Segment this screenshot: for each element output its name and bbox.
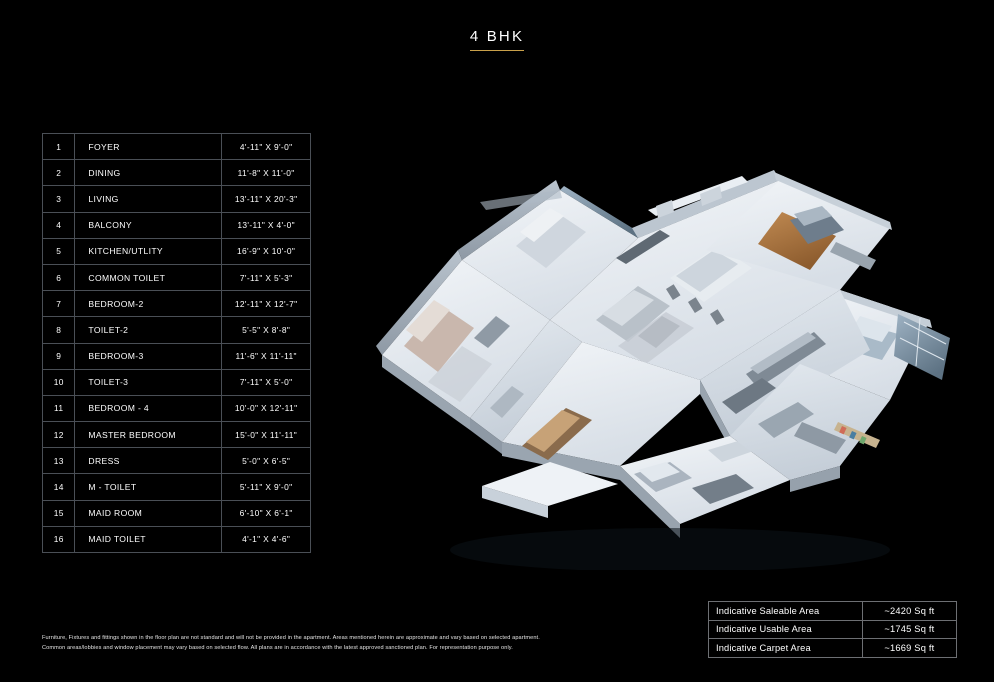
table-row	[43, 264, 311, 290]
table-row	[709, 620, 957, 639]
table-row	[43, 369, 311, 395]
room-dimension: 11'-8" X 11'-0"	[222, 160, 311, 186]
area-label: Indicative Usable Area	[709, 620, 863, 639]
table-row	[709, 602, 957, 621]
disclaimer-text	[42, 634, 642, 654]
area-value: ~2420 Sq ft	[862, 602, 956, 621]
room-dimension: 7'-11" X 5'-3"	[222, 264, 311, 290]
table-row	[43, 291, 311, 317]
row-number: 12	[43, 422, 75, 448]
room-dimension: 5'-0" X 6'-5"	[222, 448, 311, 474]
room-name: MASTER BEDROOM	[75, 422, 222, 448]
room-name: M - TOILET	[75, 474, 222, 500]
room-dimension: 5'-11" X 9'-0"	[222, 474, 311, 500]
room-name: MAID TOILET	[75, 526, 222, 552]
row-number: 10	[43, 369, 75, 395]
room-name: TOILET-3	[75, 369, 222, 395]
row-number: 8	[43, 317, 75, 343]
room-dimension: 12'-11" X 12'-7"	[222, 291, 311, 317]
room-name: BEDROOM-3	[75, 343, 222, 369]
row-number: 3	[43, 186, 75, 212]
room-name: COMMON TOILET	[75, 264, 222, 290]
row-number: 15	[43, 500, 75, 526]
room-name: KITCHEN/UTLITY	[75, 238, 222, 264]
disclaimer-line-2: Common areas/lobbies and window placement may vary based on selected flow. All plans are in accordance with the latest approved sanctioned plan. For representation purpose only.	[42, 644, 513, 651]
table-row	[43, 474, 311, 500]
table-row	[709, 639, 957, 658]
table-row	[43, 160, 311, 186]
area-value: ~1669 Sq ft	[862, 639, 956, 658]
row-number: 4	[43, 212, 75, 238]
room-name: BEDROOM-2	[75, 291, 222, 317]
indicative-area-body	[709, 602, 957, 658]
row-number: 5	[43, 238, 75, 264]
table-row	[43, 422, 311, 448]
room-dimension: 13'-11" X 4'-0"	[222, 212, 311, 238]
table-row	[43, 186, 311, 212]
table-row	[43, 238, 311, 264]
room-name: DRESS	[75, 448, 222, 474]
row-number: 6	[43, 264, 75, 290]
table-row	[43, 500, 311, 526]
page-title: 4 BHK	[470, 28, 524, 51]
room-dimension: 6'-10" X 6'-1"	[222, 500, 311, 526]
area-value: ~1745 Sq ft	[862, 620, 956, 639]
disclaimer-line-1: Furniture, Fixtures and fittings shown in the floor plan are not standard and will not be provided in the apartment. Areas mentioned herein are approximate and vary based on selected apartment.	[42, 635, 540, 641]
row-number: 2	[43, 160, 75, 186]
room-dimension: 11'-6" X 11'-11"	[222, 343, 311, 369]
row-number: 7	[43, 291, 75, 317]
area-label: Indicative Carpet Area	[709, 639, 863, 658]
table-row	[43, 448, 311, 474]
row-number: 11	[43, 395, 75, 421]
floor-plan-render	[370, 150, 970, 570]
row-number: 14	[43, 474, 75, 500]
area-label: Indicative Saleable Area	[709, 602, 863, 621]
room-name: TOILET-2	[75, 317, 222, 343]
room-schedule-body	[43, 134, 311, 553]
row-number: 1	[43, 134, 75, 160]
table-row	[43, 395, 311, 421]
room-dimension: 4'-1" X 4'-6"	[222, 526, 311, 552]
room-dimension: 10'-0" X 12'-11"	[222, 395, 311, 421]
row-number: 16	[43, 526, 75, 552]
table-row	[43, 212, 311, 238]
room-dimension: 15'-0" X 11'-11"	[222, 422, 311, 448]
room-dimension: 5'-5" X 8'-8"	[222, 317, 311, 343]
indicative-area-table	[708, 601, 957, 658]
room-name: MAID ROOM	[75, 500, 222, 526]
room-schedule-table	[42, 133, 311, 553]
room-name: BEDROOM - 4	[75, 395, 222, 421]
table-row	[43, 317, 311, 343]
room-name: BALCONY	[75, 212, 222, 238]
room-dimension: 7'-11" X 5'-0"	[222, 369, 311, 395]
table-row	[43, 134, 311, 160]
room-name: DINING	[75, 160, 222, 186]
page-title-container	[0, 28, 994, 51]
room-name: LIVING	[75, 186, 222, 212]
room-dimension: 16'-9" X 10'-0"	[222, 238, 311, 264]
room-name: FOYER	[75, 134, 222, 160]
room-dimension: 4'-11" X 9'-0"	[222, 134, 311, 160]
row-number: 9	[43, 343, 75, 369]
room-dimension: 13'-11" X 20'-3"	[222, 186, 311, 212]
table-row	[43, 343, 311, 369]
row-number: 13	[43, 448, 75, 474]
table-row	[43, 526, 311, 552]
